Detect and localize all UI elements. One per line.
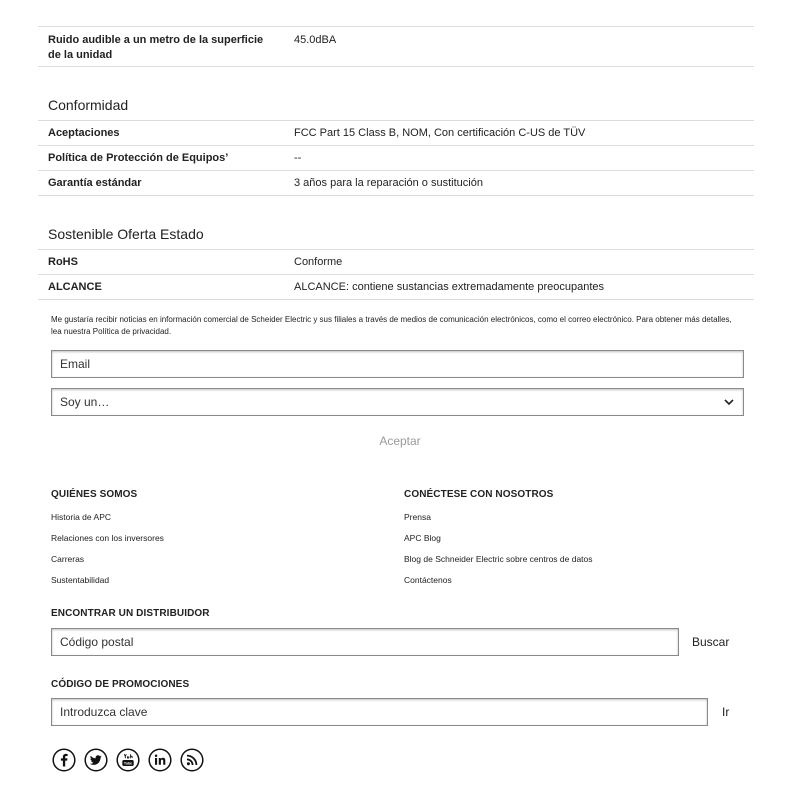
twitter-icon[interactable] — [84, 748, 108, 772]
promo-code-placeholder: Introduzca clave — [60, 705, 148, 719]
divider — [38, 66, 754, 67]
divider — [38, 195, 754, 196]
footer-about-title: QUIÉNES SOMOS — [51, 489, 138, 500]
spec-label-acceptances: Aceptaciones — [48, 127, 120, 139]
promo-title: CÓDIGO DE PROMOCIONES — [51, 679, 190, 690]
spec-label-warranty: Garantía estándar — [48, 177, 142, 189]
spec-label-reach: ALCANCE — [48, 281, 102, 293]
spec-value-noise: 45.0dBA — [294, 34, 337, 46]
divider — [38, 120, 754, 121]
spec-value-acceptances: FCC Part 15 Class B, NOM, Con certificación C-US de TÜV — [294, 127, 586, 139]
footer-link-press[interactable]: Prensa — [404, 512, 431, 522]
footer-link-sustainability[interactable]: Sustentabilidad — [51, 575, 110, 585]
facebook-icon[interactable] — [52, 748, 76, 772]
distributor-title: ENCONTRAR UN DISTRIBUIDOR — [51, 608, 210, 619]
section-title-sustainable: Sostenible Oferta Estado — [48, 226, 204, 242]
accept-button[interactable]: Aceptar — [379, 434, 421, 448]
divider — [38, 274, 754, 275]
chevron-down-icon — [723, 398, 735, 406]
promo-go-button[interactable]: Ir — [722, 705, 730, 719]
footer-link-datacenter-blog[interactable]: Blog de Schneider Electric sobre centros de datos — [404, 554, 593, 564]
role-select[interactable] — [51, 388, 744, 416]
footer-connect-title: CONÉCTESE CON NOSOTROS — [404, 489, 554, 500]
footer-link-careers[interactable]: Carreras — [51, 554, 85, 564]
divider — [38, 145, 754, 146]
divider — [38, 170, 754, 171]
spec-value-rohs: Conforme — [294, 256, 343, 268]
search-distributor-button[interactable]: Buscar — [692, 635, 730, 649]
footer-link-history[interactable]: Historia de APC — [51, 512, 111, 522]
promo-code-input[interactable] — [51, 698, 708, 726]
footer-link-investors[interactable]: Relaciones con los inversores — [51, 533, 164, 543]
divider — [38, 26, 754, 27]
newsletter-consent-text: Me gustaría recibir noticias en información comercial de Scheider Electric y sus filiales a través de medios de comunicación electrónicos, como el correo electrónico. Para obtener más detalles, lea nuestra Política de privacidad. — [51, 315, 732, 336]
svg-text:Tube: Tube — [123, 761, 133, 766]
section-title-conformity: Conformidad — [48, 97, 129, 113]
spec-value-reach: ALCANCE: contiene sustancias extremadamente preocupantes — [294, 281, 605, 293]
footer-link-contact[interactable]: Contáctenos — [404, 575, 452, 585]
divider — [38, 299, 754, 300]
spec-label-rohs: RoHS — [48, 256, 78, 268]
email-input[interactable] — [51, 350, 744, 378]
spec-label-noise: Ruido audible a un metro de la superficie de la unidad — [48, 34, 264, 61]
postal-code-placeholder: Código postal — [60, 635, 134, 649]
youtube-icon[interactable] — [116, 748, 140, 772]
email-input-placeholder: Email — [60, 357, 91, 371]
role-select-value: Soy un… — [60, 395, 110, 409]
postal-code-input[interactable] — [51, 628, 679, 656]
spec-value-warranty: 3 años para la reparación o sustitución — [294, 177, 483, 189]
spec-value-equipment-protection: -- — [294, 152, 302, 164]
rss-icon[interactable] — [180, 748, 204, 772]
spec-label-equipment-protection: Política de Protección de Equipos’ — [48, 152, 229, 164]
linkedin-icon[interactable] — [148, 748, 172, 772]
footer-link-apc-blog[interactable]: APC Blog — [404, 533, 441, 543]
divider — [38, 249, 754, 250]
